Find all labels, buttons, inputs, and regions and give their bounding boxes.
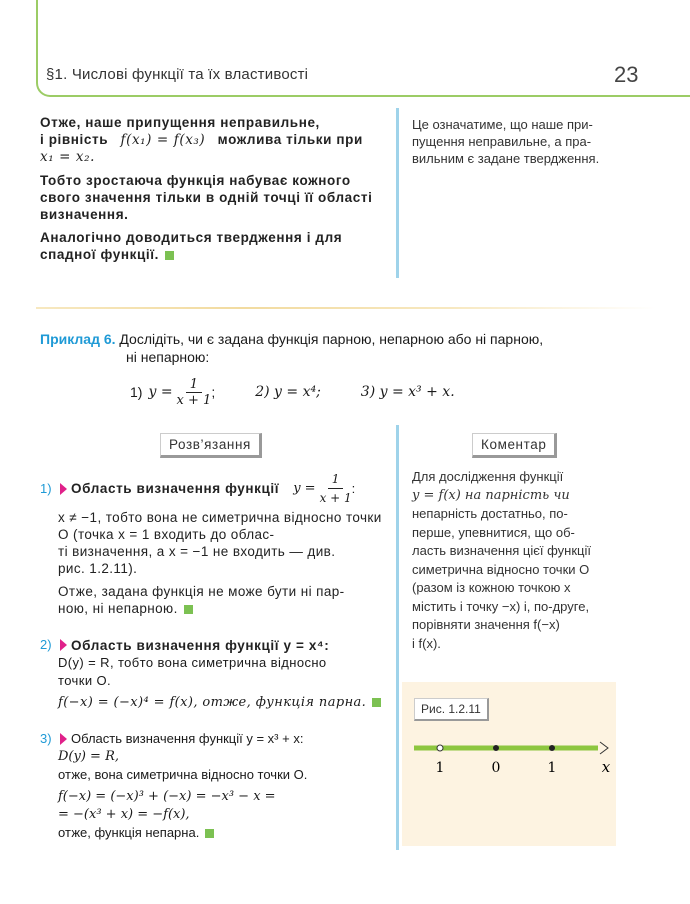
tick-left-label: 1 [435, 760, 445, 776]
s1-line1 [40, 470, 385, 507]
comment-line1: Для дослідження функції [412, 469, 564, 484]
comment-line9: порівняти значення f(−x) [412, 617, 560, 632]
comment-line6: симетрична відносно точки O [412, 561, 590, 577]
page-corner [648, 0, 690, 97]
s1-denominator: x + 1 [319, 491, 352, 505]
axis-label: x [601, 758, 611, 776]
comment-line10: і f(x). [412, 635, 441, 651]
s1-line6 [58, 600, 385, 617]
example-items [130, 372, 455, 412]
tr-line3: вильним є задане твердження. [412, 151, 600, 166]
s3-line5: = −(x³ + x) = −f(x), [58, 807, 190, 822]
tick-right-label: 1 [547, 760, 557, 776]
p3-text: спадної функції. [40, 247, 159, 262]
comment-line2: y = f(x) на парність чи [412, 487, 570, 503]
section-divider [36, 307, 656, 309]
p2-line1: Тобто зростаюча функція набуває кожного [40, 173, 351, 188]
p3-line1: Аналогічно доводиться твердження і для [40, 230, 343, 245]
tr-line1: Це означатиме, що наше при- [412, 117, 593, 132]
item1-denominator: x + 1 [176, 392, 212, 408]
s1-line2: x ≠ −1, тобто вона не симетрична відносно точки O (точка x = 1 входить до облас- [58, 510, 382, 542]
p1-text-a: і рівність [40, 132, 109, 147]
excluded-point [437, 745, 443, 751]
p2-line3: визначення. [40, 207, 129, 222]
s2-end-mark [372, 698, 381, 707]
comment-line3: непарність достатньо, по- [412, 506, 568, 521]
example-block [40, 330, 640, 366]
s1-line6-text: ною, ні непарною. [58, 601, 178, 616]
solution-1 [40, 470, 385, 617]
s2-marker-icon [60, 639, 67, 651]
top-divider-line [396, 108, 399, 278]
s1-math-lhs: y = [293, 480, 316, 496]
s2-line1: Область визначення функції y = x⁴: [71, 637, 330, 653]
item1-tail: ; [211, 384, 216, 400]
top-right-block [412, 116, 624, 167]
s3-line1-row [40, 730, 385, 748]
solution-title: Розв’язання [160, 433, 262, 458]
s2-num: 2) [40, 637, 52, 652]
p2-line2: свого значення тільки в одній точці її області [40, 190, 373, 205]
s2-line3: точки O. [58, 673, 112, 688]
s1-line3: ті визначення, а x = −1 не входить — див. [58, 544, 336, 559]
comment-title: Коментар [472, 433, 557, 458]
top-left-block [40, 114, 384, 263]
section-title: §1. Числові функції та їх властивості [46, 66, 309, 83]
s1-tail: : [351, 480, 356, 496]
solution-2 [40, 636, 385, 712]
p3-line2 [40, 246, 384, 263]
item1-lhs: y = [148, 384, 173, 400]
page-number: 23 [614, 62, 639, 87]
included-point [549, 745, 555, 751]
s3-marker-icon [60, 733, 67, 745]
s2-line4: f(−x) = (−x)⁴ = f(x), отже, функція парна. [58, 695, 367, 710]
s3-line2: D(y) = R, [58, 749, 119, 764]
s3-line6: отже, функція непарна. [58, 825, 200, 840]
s1-end-mark [184, 605, 193, 614]
solution-3 [40, 730, 385, 842]
number-line-figure [402, 730, 616, 790]
item2: 2) y = x⁴; [255, 384, 321, 400]
tick-mid-label: 0 [491, 760, 501, 776]
s1-line4: рис. 1.2.11). [58, 561, 138, 576]
s1-body [40, 509, 385, 617]
p1-line1: Отже, наше припущення неправильне, [40, 115, 320, 130]
p1-line2 [40, 131, 384, 149]
p1-line3: x₁ = x₂. [40, 149, 96, 165]
origin-point [493, 745, 499, 751]
axis-arrow-icon [600, 742, 608, 754]
example-text-2: ні непарною: [126, 349, 210, 365]
p1-math: f(x₁) = f(x₃) [120, 132, 206, 148]
item1-fraction [177, 377, 212, 408]
item1-numerator: 1 [186, 377, 202, 393]
comment-block [412, 468, 622, 653]
s2-line1-row [40, 636, 385, 654]
p1-text-b: можлива тільки при [217, 132, 363, 147]
s3-body [40, 748, 385, 842]
figure-label: Рис. 1.2.11 [414, 698, 489, 721]
s3-line3: отже, вона симетрична відносно точки O. [58, 767, 308, 782]
item1-num: 1) [130, 384, 143, 400]
comment-line7: (разом із кожною точкою x [412, 580, 571, 595]
tr-line2: пущення неправильне, а пра- [412, 134, 592, 149]
s3-end-mark [205, 829, 214, 838]
s3-line1: Область визначення функції y = x³ + x: [71, 731, 304, 746]
s1-num: 1) [40, 480, 52, 496]
s3-num: 3) [40, 731, 52, 746]
s2-line4-row [58, 694, 385, 712]
s1-fraction [320, 470, 352, 507]
comment-line4: перше, упевнитися, що об- [412, 524, 575, 540]
solution-divider-line [396, 425, 399, 850]
item3: 3) y = x³ + x. [360, 384, 455, 400]
s2-line2: D(y) = R, тобто вона симетрична відносно [58, 655, 327, 670]
s2-body [40, 654, 385, 712]
comment-line8: містить і точку −x) і, по-друге, [412, 598, 590, 614]
s1-numerator: 1 [328, 470, 344, 489]
s1-marker-icon [60, 483, 67, 495]
end-proof-mark [165, 251, 174, 260]
example-text-1: Дослідіть, чи є задана функція парною, непарною або ні парною, [119, 331, 544, 347]
comment-line5: ласть визначення цієї функції [412, 543, 591, 558]
example-line1 [40, 330, 640, 348]
example-label: Приклад 6. [40, 331, 116, 347]
s3-line4: f(−x) = (−x)³ + (−x) = −x³ − x = [58, 789, 276, 804]
s1-line5: Отже, задана функція не може бути ні пар- [58, 584, 345, 599]
s3-line6-row [58, 824, 385, 842]
s1-text: Область визначення функції [71, 481, 280, 496]
